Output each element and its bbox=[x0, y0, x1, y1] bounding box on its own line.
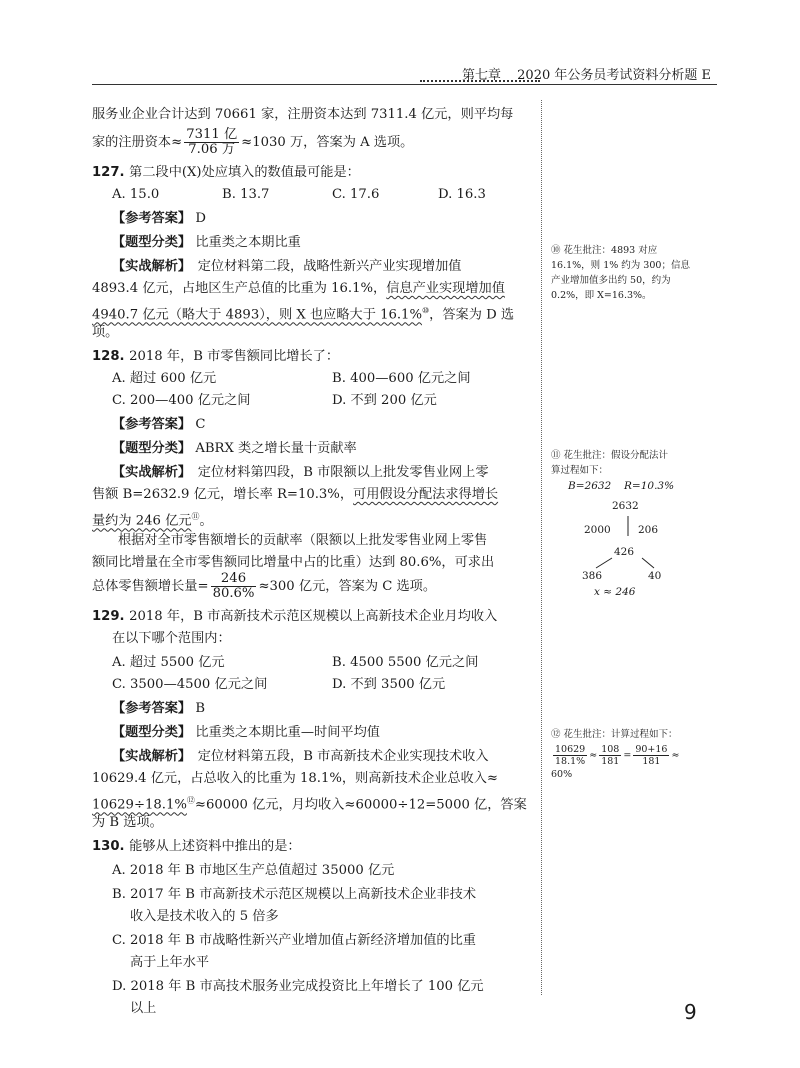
q127-wavy-1: 信息产业实现增加值 bbox=[386, 281, 505, 296]
q128-frac-den: 80.6% bbox=[212, 586, 255, 601]
note-11-line-2: 算过程如下： bbox=[551, 465, 609, 476]
q128-frac-num: 246 bbox=[211, 572, 257, 587]
q130-option-d-2: 以上 bbox=[130, 1001, 157, 1016]
q128-option-b: B. 400—600 亿元之间 bbox=[332, 371, 471, 386]
tree-lines bbox=[568, 480, 708, 600]
note-ref-11: ⑪ bbox=[191, 512, 200, 521]
q128-para-3 bbox=[92, 572, 436, 601]
intro-frac-den: 7.06 万 bbox=[188, 142, 236, 157]
q128-type bbox=[112, 438, 357, 459]
note-12-frac-1-num: 10629 bbox=[555, 744, 586, 755]
tree-b-value: B=2632 bbox=[568, 480, 612, 492]
intro-fraction bbox=[184, 128, 239, 157]
q129-wavy-1: 10629÷18.1% bbox=[92, 797, 187, 813]
tree-node-40: 40 bbox=[648, 570, 662, 582]
q127-stem-text: 第二段中(X)处应填入的数值最可能是： bbox=[129, 165, 360, 180]
q128-fraction bbox=[211, 572, 257, 601]
note-12-frac-2 bbox=[599, 744, 621, 767]
q128-solution-3 bbox=[92, 506, 213, 531]
note-12-frac-2-den: 181 bbox=[601, 756, 620, 767]
tree-result: x ≈ 246 bbox=[594, 586, 636, 598]
q127-solution-4: 项。 bbox=[92, 325, 119, 340]
q130-option-b-1: B. 2017 年 B 市高新技术示范区规模以上高新技术企业非技术 bbox=[112, 887, 477, 902]
tree-branch-right bbox=[642, 558, 654, 568]
chapter-label: 第七章 bbox=[462, 68, 502, 83]
note-12-result: 60% bbox=[551, 769, 573, 780]
intro-frac-num: 7311 亿 bbox=[186, 127, 238, 142]
q128-wavy-1: 可用假设分配法求得增长 bbox=[353, 487, 499, 502]
side-note-11 bbox=[551, 448, 711, 478]
q127-solution-text-1: 定位材料第二段，战略性新兴产业实现增加值 bbox=[197, 259, 462, 274]
page-number: 9 bbox=[684, 1000, 697, 1024]
q127-solution-label: 【实战解析】 bbox=[112, 259, 185, 274]
column-divider bbox=[541, 100, 542, 995]
q129-option-d: D. 不到 3500 亿元 bbox=[332, 677, 446, 692]
intro-line-2 bbox=[92, 128, 413, 157]
note-12-frac-3 bbox=[633, 744, 669, 767]
allocation-tree bbox=[568, 480, 708, 600]
q130-option-d-1: D. 2018 年 B 市高技术服务业完成投资比上年增长了 100 亿元 bbox=[112, 979, 484, 994]
q130-number: 130. bbox=[92, 839, 125, 854]
note-12-frac-1 bbox=[553, 744, 587, 767]
q130-option-c-1: C. 2018 年 B 市战略性新兴产业增加值占新经济增加值的比重 bbox=[112, 933, 476, 948]
q128-option-d: D. 不到 200 亿元 bbox=[332, 393, 437, 408]
q127-solution-1 bbox=[112, 256, 461, 277]
note-10-line-3: 产业增加值多出约 50，约为 bbox=[551, 275, 671, 286]
q129-solution-text-3: ≈60000 亿元，月均收入≈60000÷12=5000 亿，答案 bbox=[194, 797, 527, 813]
q127-solution-2 bbox=[92, 278, 505, 299]
q127-option-c: C. 17.6 bbox=[332, 187, 380, 202]
q127-option-b: B. 13.7 bbox=[222, 187, 270, 202]
tree-node-426: 426 bbox=[614, 546, 635, 558]
q129-stem-2: 在以下哪个范围内： bbox=[112, 631, 231, 646]
tree-node-2632: 2632 bbox=[612, 500, 639, 512]
q128-option-c: C. 200—400 亿元之间 bbox=[112, 393, 251, 408]
q127-stem bbox=[92, 162, 360, 183]
header-title: 2020 年公务员考试资料分析题 E bbox=[517, 68, 711, 83]
note-10-line-4: 0.2%，即 X=16.3%。 bbox=[551, 290, 652, 301]
note-10-line-1: ⑩ 花生批注：4893 对应 bbox=[551, 245, 658, 256]
q128-para-1: 根据对全市零售额增长的贡献率（限额以上批发零售业网上零售 bbox=[118, 533, 488, 548]
tree-node-2000: 2000 bbox=[584, 524, 611, 536]
q128-answer-label: 【参考答案】 bbox=[112, 417, 192, 432]
note-12-equation: $\frac{10629}{18.1\%}$ ≈ $\frac{108}{181}$ = $\frac{90+16}{181}$ ≈ bbox=[555, 744, 680, 767]
q129-answer bbox=[112, 698, 205, 719]
q129-number: 129. bbox=[92, 609, 125, 624]
q128-answer-value: C bbox=[195, 417, 206, 432]
q128-number: 128. bbox=[92, 349, 125, 364]
q127-solution-text-3: ，答案为 D 选 bbox=[429, 307, 515, 323]
note-12-frac-2-num: 108 bbox=[601, 744, 620, 755]
q130-stem bbox=[92, 836, 301, 857]
q127-option-a: A. 15.0 bbox=[112, 187, 160, 202]
header-dots bbox=[420, 80, 540, 84]
q127-number: 127. bbox=[92, 165, 125, 180]
q128-solution-label: 【实战解析】 bbox=[112, 465, 185, 480]
q129-answer-label: 【参考答案】 bbox=[112, 701, 192, 716]
q129-option-c: C. 3500—4500 亿元之间 bbox=[112, 677, 268, 692]
note-10-line-2: 16.1%，则 1% 约为 300；信息 bbox=[551, 260, 690, 271]
q128-solution-1 bbox=[112, 462, 489, 483]
q129-type-value: 比重类之本期比重—时间平均值 bbox=[195, 725, 380, 740]
tree-node-386: 386 bbox=[582, 570, 603, 582]
q128-solution-text-3: 。 bbox=[199, 513, 213, 529]
q130-option-a: A. 2018 年 B 市地区生产总值超过 35000 亿元 bbox=[112, 863, 395, 878]
q127-answer bbox=[112, 208, 206, 229]
q128-solution-text-2: 售额 B=2632.9 亿元，增长率 R=10.3%， bbox=[92, 487, 354, 502]
q128-wavy-2: 量约为 246 亿元 bbox=[92, 513, 192, 529]
q128-para-3-pre: 总体零售额增长量= bbox=[92, 579, 209, 594]
note-11-line-1: ⑪ 花生批注：假设分配法计 bbox=[551, 450, 669, 461]
q129-stem-1 bbox=[92, 606, 497, 627]
q128-stem-text: 2018 年，B 市零售额同比增长了： bbox=[129, 349, 340, 364]
tree-r-value: R=10.3% bbox=[624, 480, 675, 492]
q129-option-b: B. 4500 5500 亿元之间 bbox=[332, 655, 479, 670]
note-12-line-1: ⑫ 花生批注：计算过程如下： bbox=[551, 729, 678, 740]
q127-type bbox=[112, 232, 301, 253]
q129-type-label: 【题型分类】 bbox=[112, 725, 192, 740]
q130-stem-text: 能够从上述资料中推出的是： bbox=[129, 839, 301, 854]
note-12-frac-3-num: 90+16 bbox=[635, 744, 668, 755]
tree-branch-left bbox=[596, 558, 612, 568]
q128-para-2: 额同比增量在全市零售额同比增量中占的比重）达到 80.6%，可求出 bbox=[92, 555, 495, 570]
q130-option-c-2: 高于上年水平 bbox=[130, 955, 210, 970]
q127-wavy-2: 4940.7 亿元（略大于 4893），则 X 也应略大于 16.1% bbox=[92, 307, 422, 323]
q129-solution-label: 【实战解析】 bbox=[112, 749, 185, 764]
q127-solution-3 bbox=[92, 300, 514, 325]
q129-type bbox=[112, 722, 380, 743]
q127-solution-text-2: 4893.4 亿元，占地区生产总值的比重为 16.1%， bbox=[92, 281, 387, 296]
note-12-frac-3-den: 181 bbox=[642, 756, 661, 767]
q127-answer-label: 【参考答案】 bbox=[112, 211, 192, 226]
note-12-frac-1-den: 18.1% bbox=[555, 756, 586, 767]
q129-option-a: A. 超过 5500 亿元 bbox=[112, 655, 225, 670]
q128-option-a: A. 超过 600 亿元 bbox=[112, 371, 217, 386]
tree-node-206: 206 bbox=[638, 524, 659, 536]
q129-solution-2: 10629.4 亿元，占总收入的比重为 18.1%，则高新技术企业总收入≈ bbox=[92, 771, 498, 786]
header-rule bbox=[92, 84, 717, 85]
note-ref-10: ⑩ bbox=[421, 306, 430, 315]
intro-line-2-post: ≈1030 万，答案为 A 选项。 bbox=[241, 135, 414, 150]
q128-solution-text-1: 定位材料第四段，B 市限额以上批发零售业网上零 bbox=[197, 465, 489, 480]
q130-option-b-2: 收入是技术收入的 5 倍多 bbox=[130, 909, 279, 924]
q127-option-d: D. 16.3 bbox=[438, 187, 486, 202]
q127-type-value: 比重类之本期比重 bbox=[195, 235, 301, 250]
q129-solution-1 bbox=[112, 746, 489, 767]
intro-line-2-pre: 家的注册资本≈ bbox=[92, 135, 183, 150]
q128-type-label: 【题型分类】 bbox=[112, 441, 192, 456]
q127-type-label: 【题型分类】 bbox=[112, 235, 192, 250]
q128-para-3-post: ≈300 亿元，答案为 C 选项。 bbox=[258, 579, 437, 594]
q128-type-value: ABRX 类之增长量十贡献率 bbox=[195, 441, 357, 456]
q129-solution-text-1: 定位材料第五段，B 市高新技术企业实现技术收入 bbox=[197, 749, 489, 764]
side-note-12 bbox=[551, 727, 711, 782]
note-ref-12: ⑫ bbox=[186, 796, 195, 805]
q128-stem bbox=[92, 346, 339, 367]
q129-stem-text-1: 2018 年，B 市高新技术示范区规模以上高新技术企业月均收入 bbox=[129, 609, 498, 624]
q129-solution-4: 为 B 选项。 bbox=[92, 815, 163, 830]
q129-answer-value: B bbox=[195, 701, 206, 716]
side-note-10 bbox=[551, 243, 711, 303]
intro-line-1: 服务业企业合计达到 70661 家，注册资本达到 7311.4 亿元，则平均每 bbox=[92, 107, 514, 122]
q128-solution-2 bbox=[92, 484, 498, 505]
q127-answer-value: D bbox=[195, 211, 206, 226]
q128-answer bbox=[112, 414, 205, 435]
